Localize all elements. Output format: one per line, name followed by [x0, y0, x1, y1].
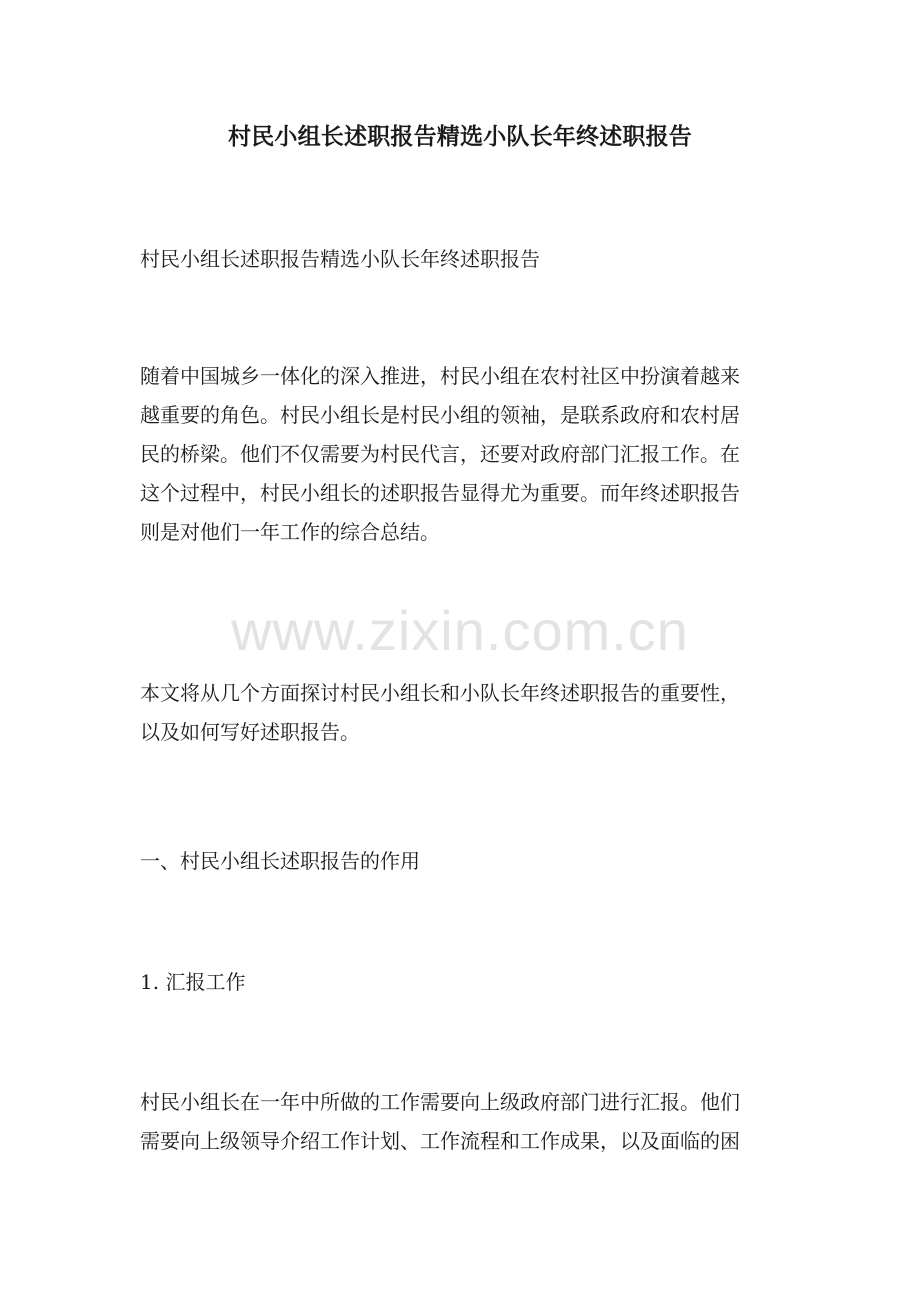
- intro-paragraph: [140, 357, 790, 552]
- intro-line: 这个过程中，村民小组长的述职报告显得尤为重要。而年终述职报告: [140, 481, 740, 505]
- subsection-heading: 1. 汇报工作: [140, 970, 246, 994]
- report-paragraph: [140, 1083, 790, 1161]
- intro-line: 民的桥梁。他们不仅需要为村民代言，还要对政府部门汇报工作。在: [140, 442, 740, 466]
- report-line: 村民小组长在一年中所做的工作需要向上级政府部门进行汇报。他们: [140, 1090, 740, 1114]
- intro-line: 则是对他们一年工作的综合总结。: [140, 520, 440, 544]
- purpose-paragraph: [140, 674, 790, 752]
- section-heading: 一、村民小组长述职报告的作用: [140, 849, 420, 873]
- report-line: 需要向上级领导介绍工作计划、工作流程和工作成果，以及面临的困: [140, 1129, 740, 1153]
- document-subtitle: 村民小组长述职报告精选小队长年终述职报告: [140, 247, 540, 271]
- intro-line: 随着中国城乡一体化的深入推进，村民小组在农村社区中扮演着越来: [140, 364, 740, 388]
- intro-line: 越重要的角色。村民小组长是村民小组的领袖，是联系政府和农村居: [140, 403, 740, 427]
- document-title: 村民小组长述职报告精选小队长年终述职报告: [228, 123, 692, 150]
- purpose-line: 以及如何写好述职报告。: [140, 720, 360, 744]
- watermark-text: www.zixin.com.cn: [231, 599, 689, 662]
- purpose-line: 本文将从几个方面探讨村民小组长和小队长年终述职报告的重要性，: [140, 681, 740, 705]
